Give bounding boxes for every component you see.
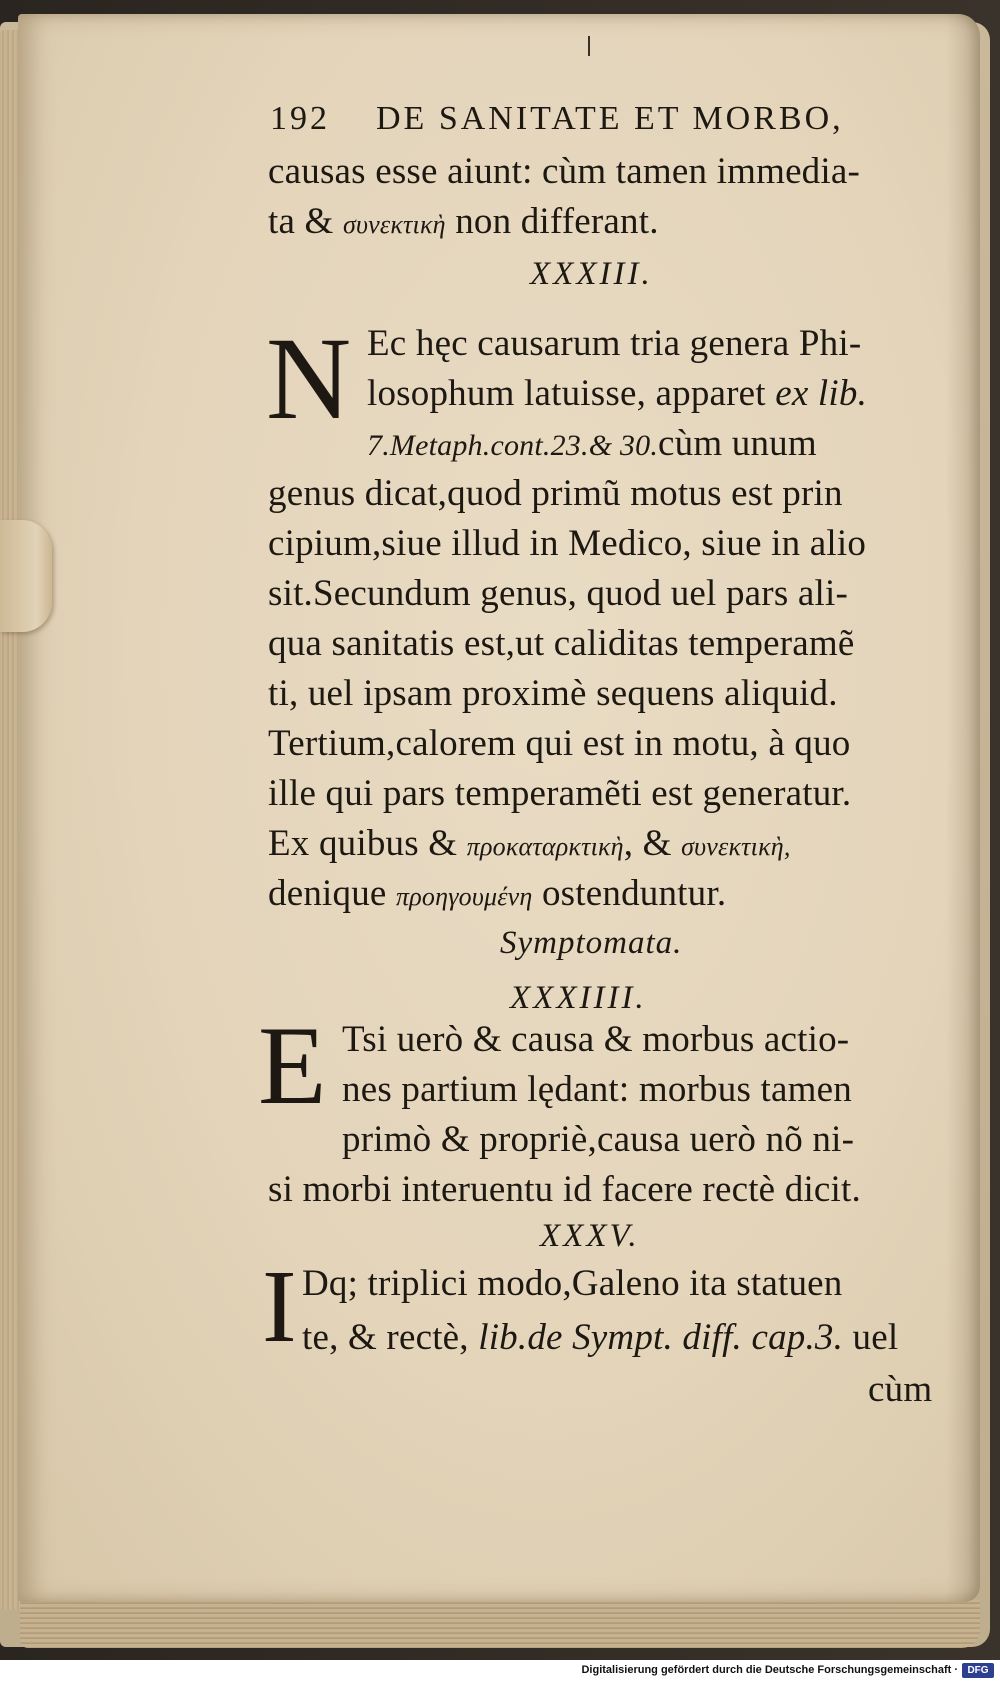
text-line: Tsi uerò & causa & morbus actio- bbox=[342, 1019, 850, 1060]
drop-cap-n: N bbox=[266, 313, 352, 444]
citation: lib.de Sympt. diff. cap.3. bbox=[478, 1317, 844, 1358]
text-line: Tertium,calorem qui est in motu, à quo bbox=[268, 723, 851, 764]
text-line: nes partium lędant: morbus tamen bbox=[342, 1069, 852, 1110]
text-line: qua sanitatis est,ut caliditas temperamẽ bbox=[268, 623, 855, 664]
text-line: 7.Metaph.cont.23.& 30.cùm unum bbox=[367, 423, 817, 464]
text-line: causas esse aiunt: cùm tamen immedia- bbox=[268, 151, 861, 192]
text-line: denique προηγουμένη ostenduntur. bbox=[268, 873, 727, 914]
text-line: Ec hęc causarum tria genera Phi- bbox=[367, 323, 862, 364]
footer-bar bbox=[0, 1660, 1000, 1684]
page-edges-bottom bbox=[20, 1600, 980, 1648]
page-header bbox=[270, 100, 844, 138]
greek-term: προηγουμένη bbox=[395, 882, 533, 911]
page-number: 192 bbox=[270, 100, 330, 137]
text-line: primò & propriè,causa uerò nõ ni- bbox=[342, 1119, 855, 1160]
text-line: losophum latuisse, apparet ex lib. bbox=[367, 373, 868, 414]
text-line: Ex quibus & προκαταρκτικὴ, & συνεκτικὴ, bbox=[268, 823, 791, 864]
bookmark-tab bbox=[0, 520, 52, 632]
text-line: sit.Secundum genus, quod uel pars ali- bbox=[268, 573, 848, 614]
greek-term: συνεκτικὴ bbox=[343, 210, 446, 239]
page-curl-shade bbox=[946, 14, 980, 1602]
text-line: te, & rectè, lib.de Sympt. diff. cap.3. uel bbox=[302, 1317, 899, 1358]
text-line: si morbi interuentu id facere rectè dicit. bbox=[268, 1169, 861, 1210]
drop-cap-i: I bbox=[262, 1249, 297, 1364]
text-line: genus dicat,quod primũ motus est prin bbox=[268, 473, 843, 514]
citation: 7.Metaph.cont.23.& 30. bbox=[367, 429, 659, 462]
running-title: DE SANITATE ET MORBO, bbox=[376, 100, 844, 137]
text-line: cipium,siue illud in Medico, siue in alio bbox=[268, 523, 867, 564]
section-number: XXXV. bbox=[540, 1218, 640, 1254]
greek-term: συνεκτικὴ, bbox=[681, 832, 791, 861]
catchword: cùm bbox=[868, 1369, 933, 1410]
footer-credit: Digitalisierung gefördert durch die Deutsche Forschungsgemeinschaft · bbox=[581, 1664, 958, 1676]
section-number: XXXIIII. bbox=[510, 980, 647, 1016]
text-line: ille qui pars temperamẽti est generatur. bbox=[268, 773, 852, 814]
subheading: Symptomata. bbox=[500, 925, 683, 961]
drop-cap-e: E bbox=[258, 1004, 327, 1128]
section-number: XXXIII. bbox=[530, 256, 653, 292]
text-line: ta & συνεκτικὴ non differant. bbox=[268, 201, 659, 242]
citation: ex lib. bbox=[775, 373, 868, 414]
greek-term: προκαταρκτικὴ bbox=[466, 832, 624, 861]
text-line: ti, uel ipsam proximè sequens aliquid. bbox=[268, 673, 838, 714]
top-mark bbox=[588, 36, 590, 56]
text-line: Dq; triplici modo,Galeno ita statuen bbox=[302, 1263, 843, 1304]
dfg-logo-icon: DFG bbox=[962, 1663, 994, 1678]
